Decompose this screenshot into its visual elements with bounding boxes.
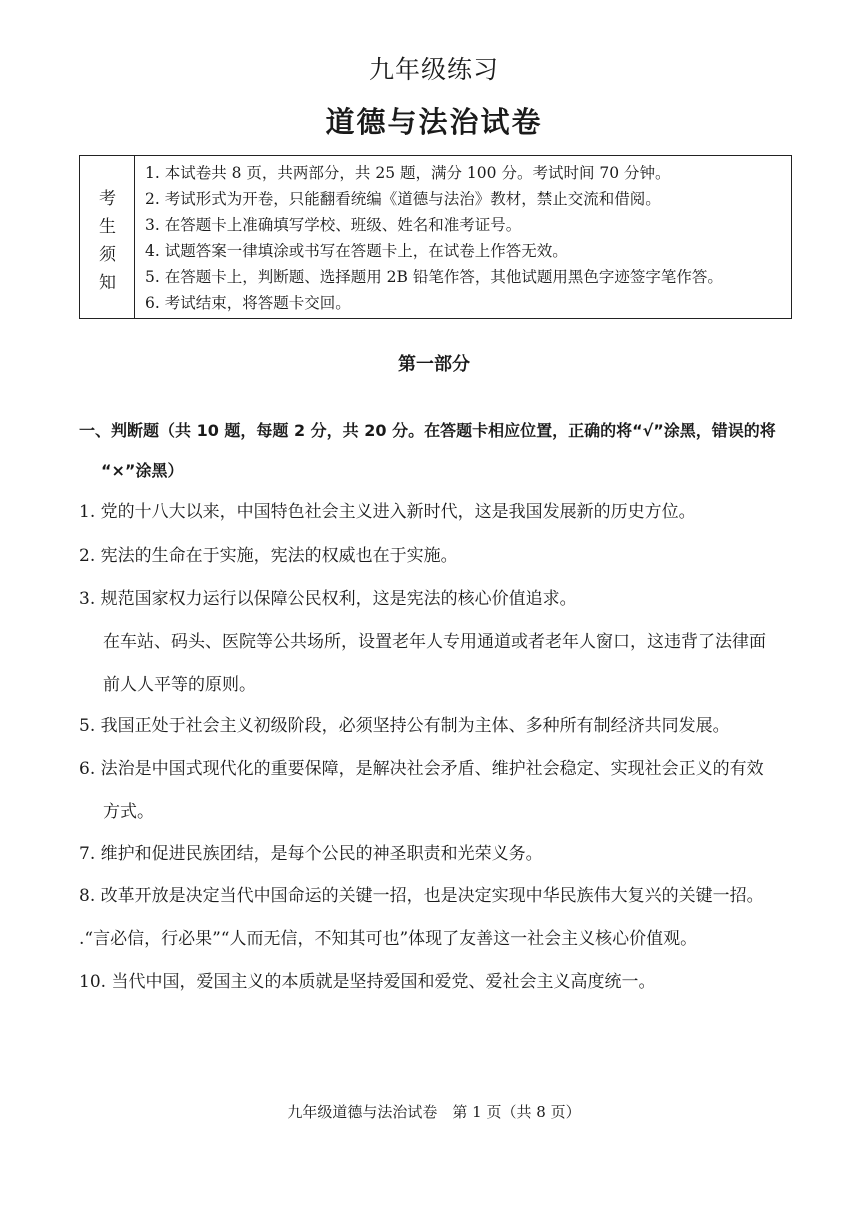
question-1: 1. 党的十八大以来，中国特色社会主义进入新时代，这是我国发展新的历史方位。: [79, 502, 696, 522]
question-7: 7. 维护和促进民族团结，是每个公民的神圣职责和光荣义务。: [79, 844, 543, 864]
notice-item: 4. 试题答案一律填涂或书写在答题卡上，在试卷上作答无效。: [145, 242, 568, 260]
question-4-line1: 在车站、码头、医院等公共场所，设置老年人专用通道或者老年人窗口，这违背了法律面: [103, 632, 766, 652]
question-4-line2: 前人人平等的原则。: [103, 675, 256, 695]
notice-label-char: 知: [99, 273, 116, 293]
notice-item: 3. 在答题卡上准确填写学校、班级、姓名和准考证号。: [145, 216, 522, 234]
question-6-line2: 方式。: [103, 802, 154, 822]
question-2: 2. 宪法的生命在于实施，宪法的权威也在于实施。: [79, 546, 458, 566]
notice-label-char: 考: [99, 189, 116, 209]
question-6-line1: 6. 法治是中国式现代化的重要保障，是解决社会矛盾、维护社会稳定、实现社会正义的有效: [79, 759, 764, 779]
candidate-notice-box: [79, 155, 792, 319]
notice-items: [145, 160, 785, 316]
question-8: 8. 改革开放是决定当代中国命运的关键一招，也是决定实现中华民族伟大复兴的关键一招。: [79, 886, 764, 906]
grade-title: 九年级练习: [368, 55, 499, 84]
question-9: .“言必信，行必果”“人而无信，不知其可也”体现了友善这一社会主义核心价值观。: [79, 929, 698, 949]
notice-item: 2. 考试形式为开卷，只能翻看统编《道德与法治》教材，禁止交流和借阅。: [145, 190, 661, 208]
notice-label-char: 须: [99, 245, 116, 265]
question-5: 5. 我国正处于社会主义初级阶段，必须坚持公有制为主体、多种所有制经济共同发展。: [79, 716, 730, 736]
paper-title: 道德与法治试卷: [325, 105, 543, 139]
question-3: 3. 规范国家权力运行以保障公民权利，这是宪法的核心价值追求。: [79, 589, 577, 609]
section-heading-line: 一、判断题（共 10 题，每题 2 分，共 20 分。在答题卡相应位置，正确的将“√”涂黑，错误的将: [79, 421, 776, 440]
notice-item: 1. 本试卷共 8 页，共两部分，共 25 题，满分 100 分。考试时间 70 分钟。: [145, 164, 671, 182]
notice-label-char: 生: [99, 217, 116, 237]
notice-item: 6. 考试结束，将答题卡交回。: [145, 294, 351, 312]
page-footer: 九年级道德与法治试卷 第 1 页（共 8 页）: [287, 1103, 581, 1121]
question-10: 10. 当代中国，爱国主义的本质就是坚持爱国和爱党、爱社会主义高度统一。: [79, 972, 656, 992]
section-heading: [79, 411, 799, 491]
part-heading: 第一部分: [398, 354, 470, 375]
notice-item: 5. 在答题卡上，判断题、选择题用 2B 铅笔作答，其他试题用黑色字迹签字笔作答。: [145, 268, 723, 286]
notice-label: [80, 156, 135, 318]
section-heading-line: “×”涂黑）: [101, 461, 184, 480]
